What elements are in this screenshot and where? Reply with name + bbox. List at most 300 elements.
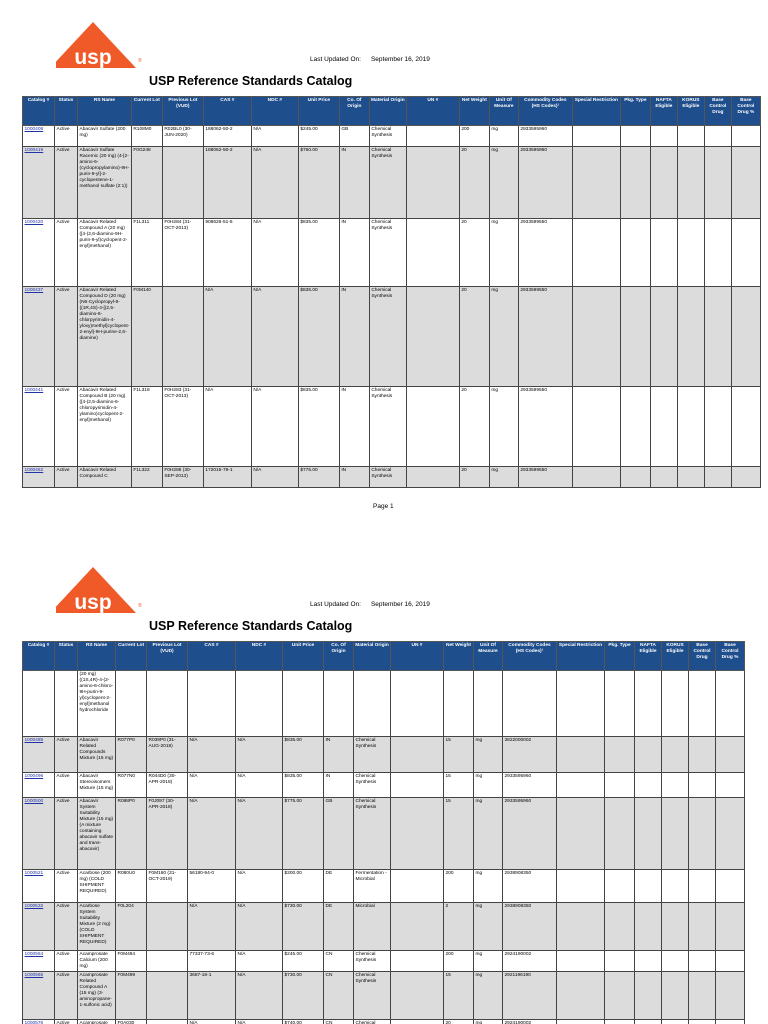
cell-current-lot: R080U0 [116, 870, 147, 903]
cell-country-of-origin: IN [339, 387, 369, 467]
table-row [23, 773, 745, 798]
catalog-number-link[interactable]: 1000485 [23, 737, 55, 773]
column-header-net-weight: Net Weight [444, 642, 474, 671]
cell-net-weight: 20 [459, 147, 489, 219]
cell-pkg-type [605, 773, 635, 798]
column-header-nafta-eligible: NAFTA Eligible [650, 97, 677, 126]
catalog-title: USP Reference Standards Catalog [149, 619, 353, 633]
cell-net-weight: 200 [444, 870, 474, 903]
catalog-number-link[interactable]: 1000496 [23, 773, 55, 798]
table-row [23, 671, 745, 737]
cell-rs-name: Acamprosate Related Compound A (15 mg) (3-aminopropane-1-sulfonic acid) [78, 971, 116, 1019]
column-header-unit-price: Unit Price [298, 97, 339, 126]
cell-material-origin: Chemical Synthesis [354, 737, 391, 773]
cell-ndc-number [236, 671, 283, 737]
cell-country-of-origin: GB [339, 126, 369, 147]
column-header-un-number: UN # [406, 97, 459, 126]
column-header-unit-of-measure: Unit Of Measure [474, 642, 503, 671]
cell-commodity-codes: 2933595960 [518, 147, 572, 219]
last-updated-label: Last Updated On: [310, 601, 361, 608]
cell-ndc-number: N/A [236, 903, 283, 951]
cell-status: Active [55, 903, 78, 951]
cell-pkg-type [620, 467, 650, 488]
catalog-number-link[interactable]: 1000554 [23, 951, 55, 972]
column-header-cas-number: CAS # [203, 97, 251, 126]
cell-base-control-drug [689, 971, 716, 1019]
cell-ndc-number: N/A [236, 971, 283, 1019]
cell-net-weight: 20 [459, 287, 489, 387]
cell-special-restriction [572, 219, 620, 287]
cell-base-control-drug-pct [716, 737, 745, 773]
catalog-number-link[interactable]: 1000532 [23, 903, 55, 951]
cell-un-number [406, 287, 459, 387]
cell-un-number [406, 126, 459, 147]
cell-unit-price: $245.00 [283, 951, 324, 972]
cell-nafta-eligible [635, 773, 662, 798]
cell-status: Active [55, 287, 78, 387]
table-row [23, 287, 761, 387]
cell-status: Active [55, 737, 78, 773]
column-header-pkg-type: Pkg. Type [620, 97, 650, 126]
cell-ndc-number: N/A [251, 126, 298, 147]
catalog-number-link[interactable]: 1000419 [23, 147, 55, 219]
cell-unit-of-measure: mg [474, 798, 503, 870]
cell-korus-eligible [662, 1019, 689, 1024]
cell-unit-price: $835.00 [283, 737, 324, 773]
cell-current-lot: F1L322 [131, 467, 162, 488]
cell-country-of-origin: IN [324, 737, 354, 773]
cell-pkg-type [620, 219, 650, 287]
cell-cas-number: N/A [203, 387, 251, 467]
table-header-row [23, 97, 761, 126]
cell-previous-lot [147, 951, 188, 972]
cell-nafta-eligible [650, 387, 677, 467]
cell-cas-number: 188062-50-2 [203, 126, 251, 147]
cell-commodity-codes: 2933599550 [518, 287, 572, 387]
cell-current-lot: F0L204 [116, 903, 147, 951]
cell-korus-eligible [662, 737, 689, 773]
cell-special-restriction [557, 671, 605, 737]
cell-pkg-type [605, 1019, 635, 1024]
cell-current-lot: F0M484 [116, 951, 147, 972]
cell-korus-eligible [677, 147, 704, 219]
cell-previous-lot [162, 147, 203, 219]
cell-status: Active [55, 126, 78, 147]
cell-nafta-eligible [650, 467, 677, 488]
cell-special-restriction [572, 387, 620, 467]
cell-commodity-codes: 2933595960 [518, 126, 572, 147]
column-header-current-lot: Current Lot [131, 97, 162, 126]
column-header-catalog-number: Catalog # [23, 97, 55, 126]
cell-previous-lot: R039P0 (31-AUG-2018) [147, 737, 188, 773]
cell-special-restriction [572, 147, 620, 219]
cell-special-restriction [557, 971, 605, 1019]
cell-ndc-number: N/A [236, 773, 283, 798]
cell-cas-number [188, 671, 236, 737]
cell-korus-eligible [662, 971, 689, 1019]
cell-nafta-eligible [635, 737, 662, 773]
cell-base-control-drug [704, 147, 731, 219]
last-updated-date: September 16, 2019 [370, 601, 430, 608]
cell-special-restriction [557, 951, 605, 972]
column-header-material-origin: Material Origin [354, 642, 391, 671]
cell-special-restriction [557, 798, 605, 870]
cell-status [55, 671, 78, 737]
cell-net-weight: 20 [459, 387, 489, 467]
cell-unit-of-measure: mg [474, 903, 503, 951]
cell-base-control-drug-pct [716, 903, 745, 951]
cell-un-number [391, 798, 444, 870]
cell-korus-eligible [662, 903, 689, 951]
cell-commodity-codes: 2933595960 [503, 798, 557, 870]
table-row [23, 1019, 745, 1024]
cell-net-weight: 200 [459, 126, 489, 147]
cell-ndc-number: N/A [251, 287, 298, 387]
cell-korus-eligible [677, 126, 704, 147]
cell-country-of-origin [324, 671, 354, 737]
cell-rs-name: Acamprosate Calcium (200 mg) [78, 951, 116, 972]
cell-pkg-type [605, 903, 635, 951]
column-header-unit-of-measure: Unit Of Measure [489, 97, 518, 126]
cell-previous-lot: F0H284 (31-OCT-2013) [162, 219, 203, 287]
last-updated [310, 601, 440, 608]
cell-country-of-origin: GB [324, 798, 354, 870]
cell-unit-price: $775.00 [283, 798, 324, 870]
cell-previous-lot [147, 903, 188, 951]
cell-net-weight [444, 671, 474, 737]
catalog-number-link[interactable]: 1000420 [23, 219, 55, 287]
cell-current-lot: R108M0 [131, 126, 162, 147]
cell-base-control-drug-pct [716, 1019, 745, 1024]
cell-un-number [391, 773, 444, 798]
cell-korus-eligible [662, 951, 689, 972]
column-header-status: Status [55, 642, 78, 671]
catalog-number-link[interactable]: 1000500 [23, 798, 55, 870]
cell-previous-lot: R044D0 (30-APR-2018) [147, 773, 188, 798]
cell-current-lot: F1L318 [131, 387, 162, 467]
cell-unit-of-measure: mg [489, 387, 518, 467]
cell-special-restriction [572, 126, 620, 147]
table-row [23, 147, 761, 219]
cell-unit-price: $245.00 [298, 126, 339, 147]
cell-unit-of-measure: mg [489, 126, 518, 147]
cell-pkg-type [620, 147, 650, 219]
cell-rs-name: Abacavir Related Compounds Mixture (15 mg) [78, 737, 116, 773]
cell-unit-price: $835.00 [298, 219, 339, 287]
cell-korus-eligible [662, 870, 689, 903]
cell-rs-name: Abacavir Related Compound B (20 mg) ([4-(2,5-diamino-6-chloropyrimidin-4-ylamino)cyclopent-2-enyl]methanol) [78, 387, 132, 467]
column-header-material-origin: Material Origin [369, 97, 406, 126]
cell-unit-price [283, 671, 324, 737]
cell-pkg-type [605, 671, 635, 737]
cell-nafta-eligible [635, 971, 662, 1019]
cell-base-control-drug-pct [716, 870, 745, 903]
cell-cas-number: N/A [188, 773, 236, 798]
column-header-special-restriction: Special Restriction [572, 97, 620, 126]
cell-unit-of-measure [474, 671, 503, 737]
cell-base-control-drug [704, 287, 731, 387]
catalog-number-link[interactable]: 1000408 [23, 126, 55, 147]
cell-material-origin: Chemical Synthesis [354, 798, 391, 870]
cell-country-of-origin: IN [339, 287, 369, 387]
cell-unit-price: $835.00 [283, 773, 324, 798]
cell-un-number [391, 1019, 444, 1024]
column-header-country-of-origin: Co. Of Origin [339, 97, 369, 126]
cell-status: Active [55, 219, 78, 287]
column-header-base-control-drug: Base Control Drug [689, 642, 716, 671]
cell-current-lot: F0M499 [116, 971, 147, 1019]
column-header-unit-price: Unit Price [283, 642, 324, 671]
cell-nafta-eligible [650, 219, 677, 287]
catalog-number-link[interactable]: 1000565 [23, 971, 55, 1019]
catalog-table [22, 96, 761, 488]
cell-net-weight: 15 [444, 773, 474, 798]
cell-un-number [391, 903, 444, 951]
cell-unit-of-measure: mg [474, 773, 503, 798]
column-header-pkg-type: Pkg. Type [605, 642, 635, 671]
column-header-net-weight: Net Weight [459, 97, 489, 126]
cell-country-of-origin: IN [339, 467, 369, 488]
cell-pkg-type [605, 870, 635, 903]
cell-status: Active [55, 798, 78, 870]
cell-net-weight: 20 [459, 467, 489, 488]
cell-previous-lot [147, 1019, 188, 1024]
cell-unit-price: $730.00 [283, 903, 324, 951]
cell-ndc-number: N/A [251, 147, 298, 219]
cell-commodity-codes [503, 671, 557, 737]
column-header-rs-name: RS Name [78, 97, 132, 126]
cell-previous-lot: F0M160 (31-OCT-2019) [147, 870, 188, 903]
cell-material-origin: Chemical Synthesis [354, 951, 391, 972]
column-header-base-control-drug: Base Control Drug [704, 97, 731, 126]
cell-unit-of-measure: mg [489, 219, 518, 287]
cell-cas-number: 56180-94-0 [188, 870, 236, 903]
cell-ndc-number: N/A [236, 870, 283, 903]
column-header-special-restriction: Special Restriction [557, 642, 605, 671]
cell-nafta-eligible [650, 126, 677, 147]
cell-nafta-eligible [635, 1019, 662, 1024]
cell-commodity-codes: 2938908350 [503, 870, 557, 903]
cell-current-lot: F0A030 [116, 1019, 147, 1024]
cell-rs-name: Abacavir Sulfate (200 mg) [78, 126, 132, 147]
cell-rs-name: Abacavir Sulfate Racemic (20 mg) (4-[2-amino-6-(cyclopropylamino)-9H-purin-9-yl]-2-cyclopentene-1-methanol sulfate (2:1)) [78, 147, 132, 219]
catalog-number-link[interactable]: 1000452 [23, 467, 55, 488]
page-gap [0, 515, 768, 545]
catalog-title: USP Reference Standards Catalog [149, 74, 353, 88]
catalog-number-link[interactable]: 1000441 [23, 387, 55, 467]
cell-country-of-origin: IN [339, 147, 369, 219]
cell-base-control-drug [689, 903, 716, 951]
cell-nafta-eligible [650, 147, 677, 219]
cell-country-of-origin: CN [324, 951, 354, 972]
column-header-ndc-number: NDC # [251, 97, 298, 126]
svg-text:usp: usp [74, 46, 112, 69]
cell-status: Active [55, 773, 78, 798]
cell-ndc-number: N/A [236, 737, 283, 773]
cell-ndc-number: N/A [251, 387, 298, 467]
cell-base-control-drug-pct [716, 951, 745, 972]
cell-unit-of-measure: mg [474, 951, 503, 972]
cell-unit-of-measure: mg [474, 971, 503, 1019]
cell-previous-lot [162, 287, 203, 387]
cell-nafta-eligible [635, 903, 662, 951]
cell-cas-number: 77337-73-6 [188, 951, 236, 972]
cell-cas-number: 908626-51-5 [203, 219, 251, 287]
cell-rs-name: Abacavir Stereoisomers Mixture (15 mg) [78, 773, 116, 798]
cell-korus-eligible [677, 467, 704, 488]
cell-korus-eligible [662, 798, 689, 870]
catalog-number-link[interactable]: 1000521 [23, 870, 55, 903]
cell-pkg-type [605, 737, 635, 773]
cell-cas-number: N/A [188, 737, 236, 773]
cell-base-control-drug-pct [731, 287, 760, 387]
cell-un-number [406, 467, 459, 488]
cell-catalog-number [23, 671, 55, 737]
cell-rs-name: Abacavir Related Compound D (20 mg) (N6-Cyclopropyl-9-{(1R,4S)-4-[(2,5-diamino-6-chlorpyrimidin-4-yloxy)methyl]cyclopent-2-enyl}-9H-purine-2,6-diamine) [78, 287, 132, 387]
cell-commodity-codes: 2933599550 [518, 387, 572, 467]
cell-un-number [406, 147, 459, 219]
cell-commodity-codes: 2924190002 [503, 1019, 557, 1024]
cell-special-restriction [557, 773, 605, 798]
cell-rs-name: Acarbose (200 mg) (COLD SHIPMENT REQUIRED) [78, 870, 116, 903]
cell-commodity-codes: 3822000002 [503, 737, 557, 773]
table-row [23, 870, 745, 903]
cell-status: Active [55, 387, 78, 467]
cell-pkg-type [620, 387, 650, 467]
cell-un-number [391, 671, 444, 737]
cell-base-control-drug-pct [731, 219, 760, 287]
cell-cas-number: N/A [188, 798, 236, 870]
cell-base-control-drug [704, 126, 731, 147]
cell-cas-number: 3687-18-1 [188, 971, 236, 1019]
column-header-base-control-drug-pct: Base Control Drug % [731, 97, 760, 126]
cell-previous-lot: F0H283 (31-OCT-2013) [162, 387, 203, 467]
cell-cas-number: 172015-79-1 [203, 467, 251, 488]
cell-special-restriction [557, 1019, 605, 1024]
column-header-korus-eligible: KORUS Eligible [677, 97, 704, 126]
cell-material-origin: Chemical Synthesis [369, 467, 406, 488]
cell-un-number [391, 870, 444, 903]
table-row [23, 467, 761, 488]
cell-special-restriction [557, 870, 605, 903]
cell-previous-lot [147, 671, 188, 737]
cell-net-weight: 15 [444, 971, 474, 1019]
cell-unit-of-measure: mg [474, 870, 503, 903]
cell-commodity-codes: 2924190002 [503, 951, 557, 972]
table-row [23, 737, 745, 773]
catalog-page-2 [0, 545, 768, 1024]
cell-rs-name: Abacavir Related Compound A (20 mg) ([4-(2,6-diamino-9H-purin-9-yl)cyclopent-2-enyl]methanol) [78, 219, 132, 287]
cell-current-lot: R077N0 [116, 773, 147, 798]
cell-pkg-type [620, 287, 650, 387]
cell-base-control-drug-pct [716, 971, 745, 1019]
cell-current-lot: F0G248 [131, 147, 162, 219]
cell-commodity-codes: 2933595960 [503, 773, 557, 798]
column-header-previous-lot: Previous Lot (VUD) [162, 97, 203, 126]
cell-cas-number: 188062-50-2 [203, 147, 251, 219]
column-header-commodity-codes: Commodity Codes (HS Codes)¹ [503, 642, 557, 671]
cell-commodity-codes: 2933599550 [518, 219, 572, 287]
cell-base-control-drug-pct [731, 147, 760, 219]
cell-material-origin: Chemical Synthesis [354, 773, 391, 798]
column-header-previous-lot: Previous Lot (VUD) [147, 642, 188, 671]
column-header-current-lot: Current Lot [116, 642, 147, 671]
cell-unit-price: $835.00 [298, 387, 339, 467]
cell-unit-of-measure: mg [474, 737, 503, 773]
cell-net-weight: 2 [444, 903, 474, 951]
cell-base-control-drug [704, 387, 731, 467]
usp-logo [56, 20, 142, 70]
cell-unit-price: $835.00 [298, 287, 339, 387]
cell-rs-name: Acamprosate [78, 1019, 116, 1024]
cell-nafta-eligible [635, 671, 662, 737]
cell-net-weight: 15 [444, 798, 474, 870]
cell-country-of-origin: DE [324, 903, 354, 951]
catalog-number-link[interactable]: 1000576 [23, 1019, 55, 1024]
cell-status: Active [55, 1019, 78, 1024]
cell-rs-name: Acarbose System Suitability Mixture (2 mg) (COLD SHIPMENT REQUIRED) [78, 903, 116, 951]
cell-base-control-drug [689, 671, 716, 737]
last-updated-label: Last Updated On: [310, 56, 361, 63]
cell-material-origin: Fermentation - Microbial [354, 870, 391, 903]
cell-special-restriction [572, 287, 620, 387]
cell-un-number [406, 387, 459, 467]
table-row [23, 903, 745, 951]
svg-text:®: ® [138, 58, 142, 64]
cell-net-weight: 20 [459, 219, 489, 287]
cell-base-control-drug [704, 467, 731, 488]
table-row [23, 126, 761, 147]
cell-current-lot [116, 671, 147, 737]
cell-base-control-drug-pct [731, 387, 760, 467]
cell-base-control-drug [689, 798, 716, 870]
cell-previous-lot: F0J097 (30-APR-2018) [147, 798, 188, 870]
catalog-table [22, 641, 745, 1024]
cell-nafta-eligible [635, 798, 662, 870]
cell-rs-name: Abacavir System Suitability Mixture (15 mg) (A mixture containing abacavir sulfate and trans-abacavir) [78, 798, 116, 870]
cell-material-origin: Chemical Synthesis [369, 287, 406, 387]
column-header-base-control-drug-pct: Base Control Drug % [716, 642, 745, 671]
cell-current-lot: F1L311 [131, 219, 162, 287]
cell-ndc-number: N/A [236, 798, 283, 870]
cell-material-origin: Microbial [354, 903, 391, 951]
cell-status: Active [55, 971, 78, 1019]
cell-ndc-number: N/A [236, 1019, 283, 1024]
cell-pkg-type [605, 971, 635, 1019]
column-header-ndc-number: NDC # [236, 642, 283, 671]
cell-unit-of-measure: mg [474, 1019, 503, 1024]
cell-unit-price: $300.00 [283, 870, 324, 903]
cell-material-origin: Chemical Synthesis [369, 126, 406, 147]
svg-text:®: ® [138, 603, 142, 609]
table-row [23, 798, 745, 870]
cell-special-restriction [557, 903, 605, 951]
catalog-number-link[interactable]: 1000437 [23, 287, 55, 387]
table-row [23, 951, 745, 972]
cell-previous-lot [147, 971, 188, 1019]
cell-commodity-codes: 2938908350 [503, 903, 557, 951]
cell-current-lot: R077P0 [116, 737, 147, 773]
cell-base-control-drug [689, 773, 716, 798]
column-header-nafta-eligible: NAFTA Eligible [635, 642, 662, 671]
cell-country-of-origin: CN [324, 971, 354, 1019]
cell-current-lot: R088P0 [116, 798, 147, 870]
cell-current-lot: F0M140 [131, 287, 162, 387]
cell-base-control-drug [689, 951, 716, 972]
cell-previous-lot: R02BL0 (30-JUN-2020) [162, 126, 203, 147]
cell-material-origin: Chemical Synthesis [369, 147, 406, 219]
cell-net-weight: 20 [444, 1019, 474, 1024]
